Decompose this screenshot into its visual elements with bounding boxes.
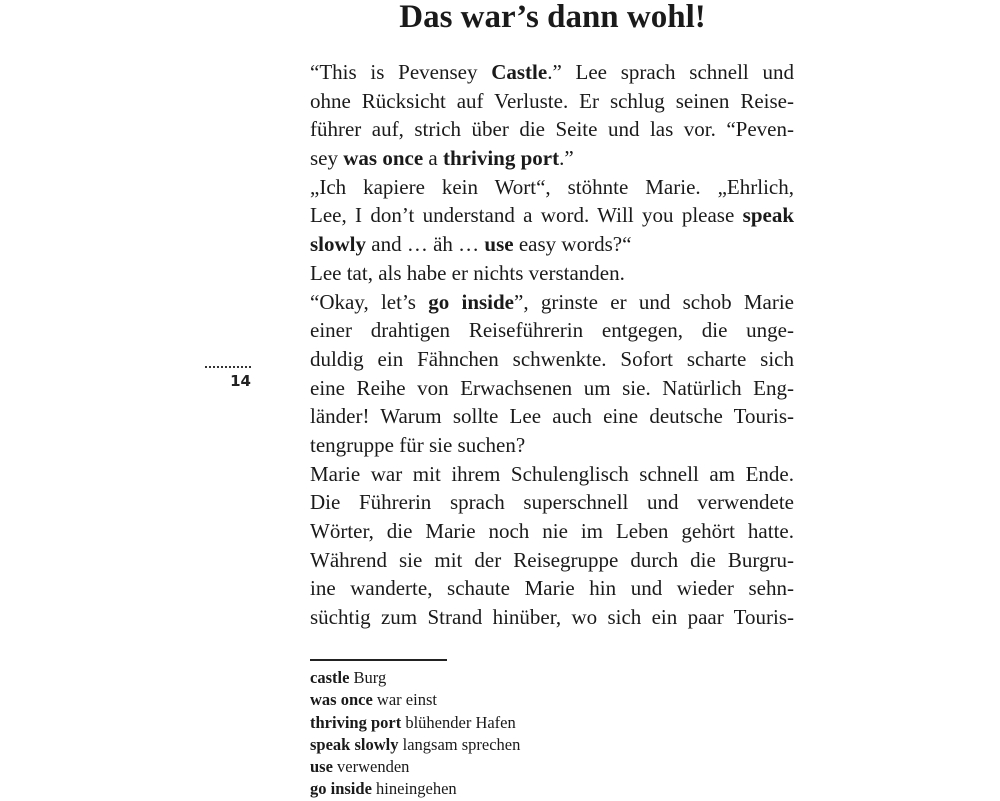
text-line: [310, 603, 794, 632]
text-segment: “Okay, let’s: [310, 289, 429, 314]
glossary-translation: hineingehen: [376, 779, 457, 799]
glossary-entry: [310, 778, 520, 800]
text-segment: .”: [559, 146, 574, 171]
glossary-term: was once: [310, 690, 373, 710]
text-line: [310, 345, 794, 374]
text-segment: and … äh …: [366, 232, 485, 257]
text-line: [310, 58, 794, 87]
text-segment: ohne Rücksicht auf Verluste. Er schlug seinen Reise-: [310, 88, 794, 113]
text-line: [310, 144, 794, 173]
text-segment: Die Führerin sprach superschnell und verwendete: [310, 490, 794, 515]
text-segment: .” Lee sprach schnell und: [547, 60, 794, 84]
text-segment: duldig ein Fähnchen schwenkte. Sofort scharte sich: [310, 346, 794, 371]
glossary-term: thriving port: [310, 712, 402, 732]
glossary-translation: Burg: [353, 668, 387, 687]
glossary-entry: [310, 756, 520, 778]
chapter-title: Das war’s dann wohl!: [399, 0, 706, 35]
glossary-translation: langsam sprechen: [402, 734, 521, 754]
text-line: [310, 574, 794, 603]
text-segment: sey: [310, 146, 344, 171]
glossary-entry: [310, 712, 520, 734]
text-line: [310, 488, 794, 517]
page-marker: [203, 366, 251, 390]
text-line: [310, 431, 794, 460]
text-segment: Lee, I don’t understand a word. Will you please: [310, 203, 743, 228]
text-line: [310, 517, 794, 546]
glossary-translation: blühender Hafen: [405, 712, 516, 732]
text-segment: Während sie mit der Reisegruppe durch die Burgru-: [310, 547, 794, 572]
vocabulary-highlight: was once: [343, 146, 424, 171]
glossary-entry: [310, 734, 520, 756]
text-segment: führer auf, strich über die Seite und las vor. “Peven-: [310, 117, 794, 142]
glossary-term: speak slowly: [310, 734, 399, 754]
vocabulary-highlight: use: [484, 232, 514, 257]
body-text: [310, 58, 794, 632]
page-number: 14: [230, 372, 251, 390]
text-segment: easy words?“: [513, 232, 632, 257]
text-line: [310, 402, 794, 431]
page-number-dots: [205, 366, 251, 368]
text-segment: süchtig zum Strand hinüber, wo sich ein paar Touris-: [310, 605, 794, 630]
glossary-translation: verwenden: [337, 757, 410, 777]
text-segment: einer drahtigen Reiseführerin entgegen, die unge-: [310, 318, 794, 343]
text-line: [310, 546, 794, 575]
text-segment: Lee tat, als habe er nichts verstanden.: [310, 260, 625, 285]
vocabulary-highlight: speak: [742, 203, 794, 228]
text-line: [310, 230, 794, 259]
text-line: [310, 259, 794, 288]
text-line: [310, 173, 794, 202]
text-segment: Wörter, die Marie noch nie im Leben gehört hatte.: [310, 519, 794, 543]
text-segment: eine Reihe von Erwachsenen um sie. Natürlich Eng-: [310, 375, 794, 400]
vocabulary-highlight: Castle: [491, 60, 548, 84]
text-segment: “This is Pevensey: [310, 60, 492, 84]
glossary-term: use: [310, 757, 333, 777]
text-line: [310, 460, 794, 489]
glossary-entry: [310, 667, 520, 689]
vocabulary-highlight: slowly: [310, 232, 367, 257]
text-segment: „Ich kapiere kein Wort“, stöhnte Marie. „Ehrlich,: [310, 174, 794, 199]
text-line: [310, 288, 794, 317]
text-segment: Marie war mit ihrem Schulenglisch schnell am Ende.: [310, 461, 794, 486]
text-segment: a: [423, 146, 443, 171]
glossary-term: castle: [310, 668, 350, 687]
glossary-translation: war einst: [376, 690, 437, 710]
text-line: [310, 201, 794, 230]
text-segment: länder! Warum sollte Lee auch eine deutsche Touris-: [310, 404, 794, 429]
text-segment: tengruppe für sie suchen?: [310, 432, 526, 457]
text-line: [310, 374, 794, 403]
footnote-rule: [310, 659, 447, 661]
text-line: [310, 87, 794, 116]
text-line: [310, 316, 794, 345]
vocabulary-highlight: thriving port: [443, 146, 560, 171]
glossary-term: go inside: [310, 779, 372, 799]
glossary-entry: [310, 689, 520, 711]
text-segment: ”, grinste er und schob Marie: [514, 289, 794, 314]
vocabulary-glossary: [310, 667, 520, 801]
text-line: [310, 115, 794, 144]
vocabulary-highlight: go inside: [428, 289, 514, 314]
text-segment: ine wanderte, schaute Marie hin und wieder sehn-: [310, 576, 794, 601]
